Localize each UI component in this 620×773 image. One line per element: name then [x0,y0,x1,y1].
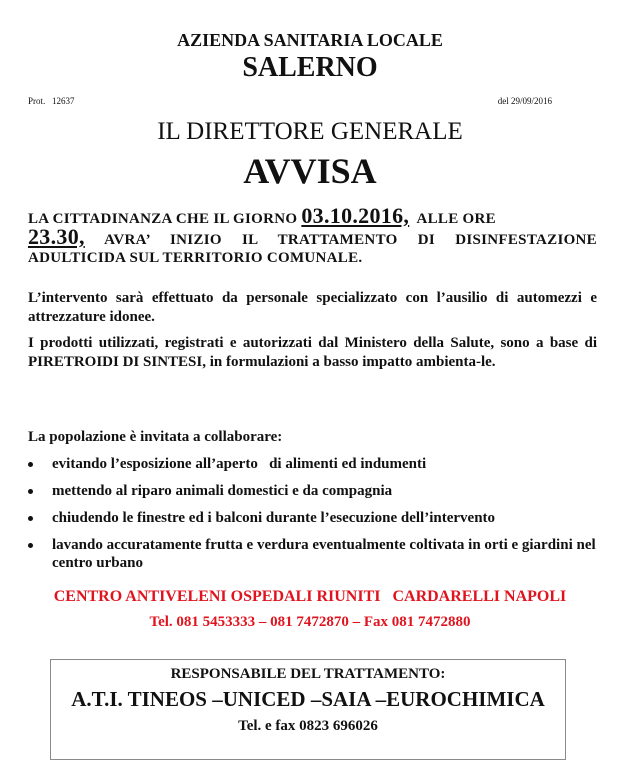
announcement-part2: ALLE ORE [409,211,501,227]
list-item: mettendo al riparo animali domestici e da compagnia [28,482,597,500]
protocol-date: del 29/09/2016 [497,96,552,106]
poison-center-name: CENTRO ANTIVELENI OSPEDALI RIUNITI CARDARELLI NAPOLI [53,588,567,605]
list-item: lavando accuratamente frutta e verdura eventualmente coltivata in orti e giardini nel centro urbano [28,536,597,572]
announcement-part1: LA CITTADINANZA CHE IL GIORNO [28,211,302,227]
treatment-date: 03.10.2016, [301,203,410,228]
protocol-number: Prot. 12637 [28,96,75,106]
responsible-box [50,659,566,760]
responsible-phone: Tel. e fax 0823 696026 [238,718,378,734]
agency-name: AZIENDA SANITARIA LOCALE [177,30,443,50]
bullet-icon [28,489,33,494]
paragraph-products: I prodotti utilizzati, registrati e autorizzati dal Ministero della Salute, sono a base di PIRETROIDI DI SINTESI, in formulazioni a basso impatto ambienta-le. [28,335,597,370]
announcement-part3: AVRA’ INIZIO IL TRATTAMENTO DI DISINFESTAZIONE ADULTICIDA SUL TERRITORIO COMUNALE. [28,232,597,266]
invite-list [28,455,597,581]
notice-title: AVVISA [243,151,377,191]
agency-city: SALERNO [242,52,378,83]
list-item: chiudendo le finestre ed i balconi durante l’esecuzione dell’intervento [28,509,597,527]
director-title: IL DIRETTORE GENERALE [157,118,463,145]
invite-intro: La popolazione è invitata a collaborare: [28,429,283,445]
poison-center-phones: Tel. 081 5453333 – 081 7472870 – Fax 081 7472880 [149,614,471,630]
responsible-label: RESPONSABILE DEL TRATTAMENTO: [170,666,446,682]
bullet-icon [28,516,33,521]
paragraph-intervention: L’intervento sarà effettuato da personale specializzato con l’ausilio di automezzi e attrezzature idonee. [28,290,597,325]
bullet-icon [28,543,33,548]
responsible-company: A.T.I. TINEOS –UNICED –SAIA –EUROCHIMICA [71,687,545,711]
treatment-time: 23.30, [28,224,85,249]
announcement [28,203,597,267]
list-item: evitando l’esposizione all’aperto di alimenti ed indumenti [28,455,597,473]
bullet-icon [28,462,33,467]
